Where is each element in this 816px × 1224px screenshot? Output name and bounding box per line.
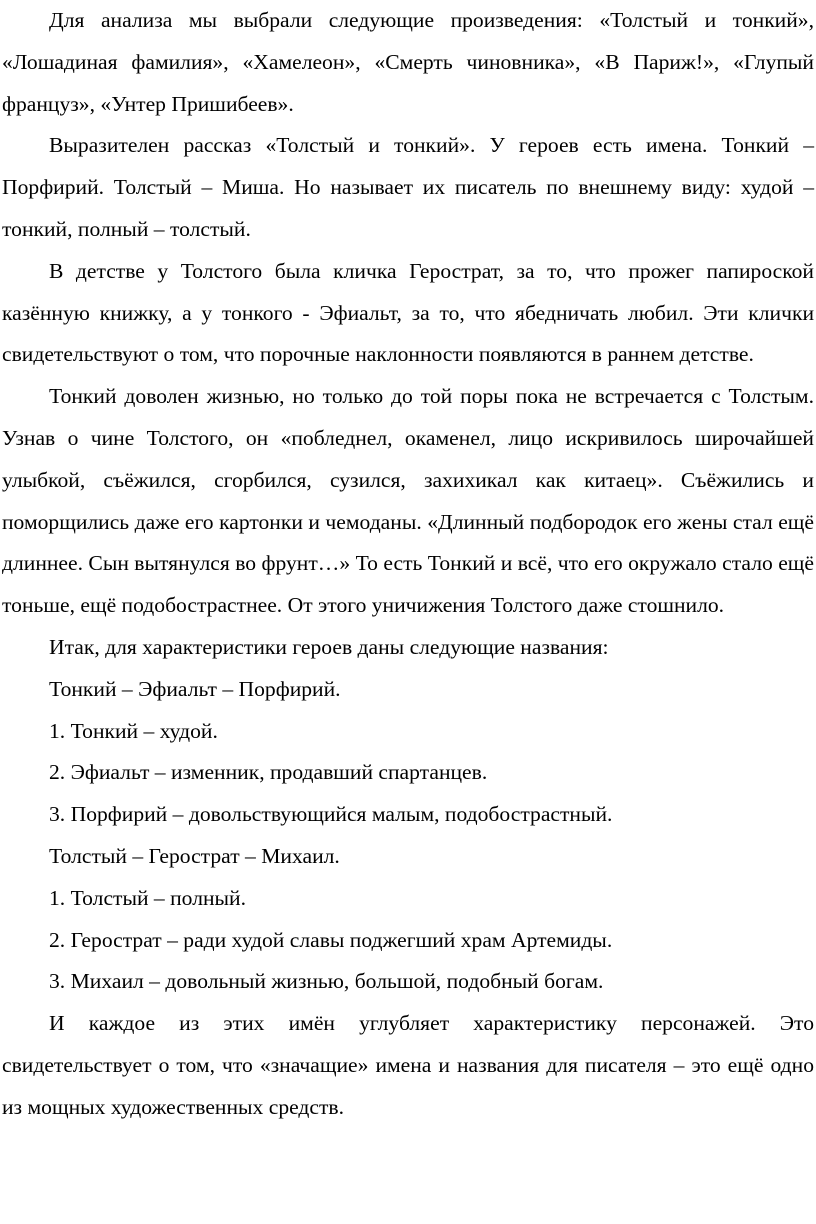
paragraph-story-intro: Выразителен рассказ «Толстый и тонкий». У героев есть имена. Тонкий – Порфирий. Толстый – Миша. Но называет их писатель по внешнему виду: худой – тонкий, полный – толстый. xyxy=(2,133,814,241)
list-item: 1. Тонкий – худой. xyxy=(49,718,218,743)
paragraph-conclusion: И каждое из этих имён углубляет характеристику персонажей. Это свидетельствует о том, что «значащие» имена и названия для писателя – это ещё одно из мощных художественных средств. xyxy=(2,1011,814,1119)
list-item: 3. Михаил – довольный жизнью, большой, подобный богам. xyxy=(49,969,604,994)
list-item: 2. Герострат – ради худой славы поджегший храм Артемиды. xyxy=(49,927,613,952)
group1-heading: Тонкий – Эфиальт – Порфирий. xyxy=(49,676,341,701)
list-item: 1. Толстый – полный. xyxy=(49,885,246,910)
list-intro: Итак, для характеристики героев даны следующие названия: xyxy=(49,634,609,659)
list-item: 2. Эфиальт – изменник, продавший спартанцев. xyxy=(49,760,488,785)
paragraph-thin-reaction: Тонкий доволен жизнью, но только до той поры пока не встречается с Толстым. Узнав о чине Толстого, он «побледнел, окаменел, лицо искривилось широчайшей улыбкой, съёжился, сгорбился, сузился, захихикал как китаец». Съёжились и поморщились даже его картонки и чемоданы. «Длинный подбородок его жены стал ещё длиннее. Сын вытянулся во фрунт…» То есть Тонкий и всё, что его окружало стало ещё тоньше, ещё подобострастнее. От этого уничижения Толстого даже стошнило. xyxy=(2,384,814,618)
list-item: 3. Порфирий – довольствующийся малым, подобострастный. xyxy=(49,802,613,827)
group2-heading: Толстый – Герострат – Михаил. xyxy=(49,843,340,868)
paragraph-works-list: Для анализа мы выбрали следующие произведения: «Толстый и тонкий», «Лошадиная фамилия», «Хамелеон», «Смерть чиновника», «В Париж!», «Глупый француз», «Унтер Пришибеев». xyxy=(2,8,814,116)
paragraph-nicknames: В детстве у Толстого была кличка Герострат, за то, что прожег папироской казённую книжку, а у тонкого - Эфиальт, за то, что ябедничать любил. Эти клички свидетельствуют о том, что порочные наклонности появляются в раннем детстве. xyxy=(2,258,814,367)
